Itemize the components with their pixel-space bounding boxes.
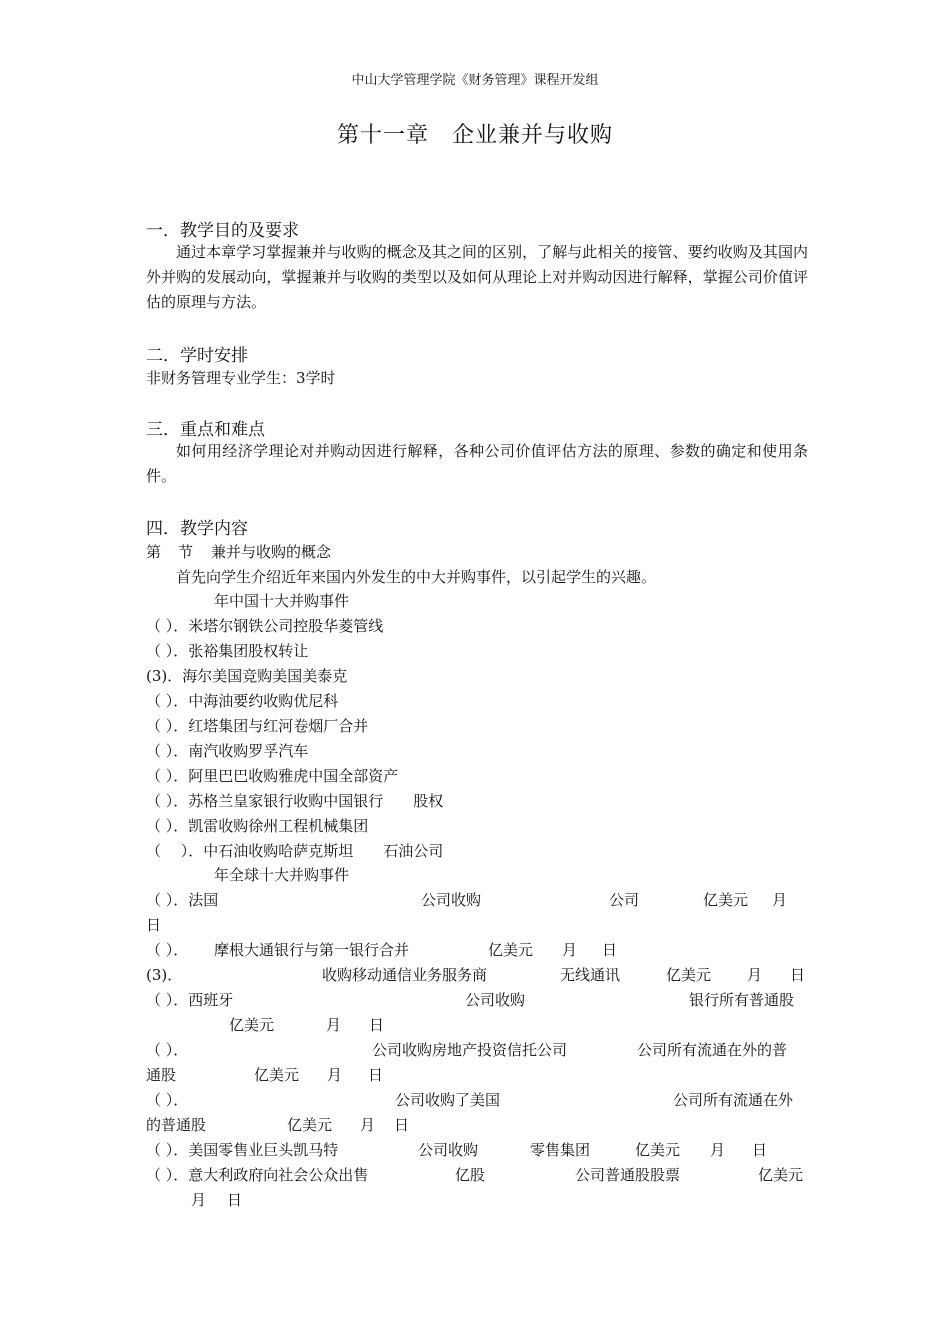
china-event: (3)．海尔美国竞购美国美泰克 bbox=[146, 667, 348, 685]
global-event-amount: 亿美元 bbox=[758, 1166, 804, 1184]
global-event-text: （ ）．法国 bbox=[146, 891, 219, 909]
key-points-paragraph: 如何用经济学理论对并购动因进行解释，各种公司价值评估方法的原理、参数的确定和使用条件。 bbox=[146, 442, 808, 485]
global-event-text: 无线通讯 bbox=[560, 966, 621, 984]
global-event-text: （ ）． bbox=[146, 941, 189, 959]
global-event-text: 公司收购 bbox=[421, 891, 482, 909]
global-event-month: 月 bbox=[326, 1016, 342, 1034]
global-event-month: 月 bbox=[562, 941, 578, 959]
global-event-text: 公司所有流通在外的普 bbox=[637, 1041, 788, 1059]
global-event-text: 摩根大通银行与第一银行合并 bbox=[214, 941, 410, 959]
section-heading-key-points: 三．重点和难点 bbox=[146, 420, 265, 440]
global-event-amount: 亿美元 bbox=[287, 1116, 333, 1134]
global-event-text: （ ）．西班牙 bbox=[146, 991, 234, 1009]
global-event-day: 日 bbox=[368, 1066, 384, 1084]
chapter-title: 第十一章 企业兼并与收购 bbox=[336, 123, 613, 148]
section-heading-content: 四．教学内容 bbox=[146, 519, 248, 539]
china-event: （ ）．南汽收购罗孚汽车 bbox=[146, 742, 309, 760]
global-event-text: 公司普通股股票 bbox=[575, 1166, 681, 1184]
global-event-day: 日 bbox=[790, 966, 806, 984]
china-event: （ ）．凯雷收购徐州工程机械集团 bbox=[146, 817, 369, 835]
objectives-paragraph: 通过本章学习掌握兼并与收购的概念及其之间的区别，了解与此相关的接管、要约收购及其国内外并购的发展动向，掌握兼并与收购的类型以及如何从理论上对并购动因进行解释，掌握公司价值评估的原理与方法。 bbox=[146, 243, 808, 311]
global-event-text: （ ）． bbox=[146, 1091, 189, 1109]
global-event-text: 亿股 bbox=[455, 1166, 486, 1184]
global-event-day: 日 bbox=[369, 1016, 385, 1034]
global-event-text: 公司收购 bbox=[465, 991, 526, 1009]
global-event-text: （ ）． bbox=[146, 1041, 189, 1059]
section-heading-objectives: 一．教学目的及要求 bbox=[146, 221, 299, 241]
china-event: （ ）．张裕集团股权转让 bbox=[146, 642, 309, 660]
china-event: （ ）．苏格兰皇家银行收购中国银行 股权 bbox=[146, 792, 444, 810]
hours-text: 非财务管理专业学生：3学时 bbox=[146, 369, 336, 387]
page-header: 中山大学管理学院《财务管理》课程开发组 bbox=[351, 73, 599, 88]
global-event-text: （ ）．意大利政府向社会公众出售 bbox=[146, 1166, 369, 1184]
section-heading-hours: 二．学时安排 bbox=[146, 346, 248, 366]
intro-text: 首先向学生介绍近年来国内外发生的中大并购事件，以引起学生的兴趣。 bbox=[176, 568, 657, 586]
global-event-text: 零售集团 bbox=[530, 1141, 591, 1159]
global-event-amount: 亿美元 bbox=[229, 1016, 275, 1034]
global-event-text: 公司收购了美国 bbox=[395, 1091, 501, 1109]
global-event-day: 日 bbox=[602, 941, 618, 959]
china-event: （ ）．红塔集团与红河卷烟厂合并 bbox=[146, 717, 369, 735]
global-event-amount: 亿美元 bbox=[254, 1066, 300, 1084]
global-event-amount: 亿美元 bbox=[666, 966, 712, 984]
global-event-amount: 亿美元 bbox=[488, 941, 534, 959]
global-event-text: 收购移动通信业务服务商 bbox=[322, 966, 488, 984]
china-events-title: 年中国十大并购事件 bbox=[214, 592, 350, 610]
global-event-text: 公司 bbox=[609, 891, 640, 909]
china-event: （ ）．米塔尔钢铁公司控股华菱管线 bbox=[146, 617, 384, 635]
global-event-day: 日 bbox=[146, 916, 162, 934]
global-event-month: 月 bbox=[772, 891, 788, 909]
global-event-text: 公司收购 bbox=[418, 1141, 479, 1159]
global-event-month: 月 bbox=[360, 1116, 376, 1134]
global-event-month: 月 bbox=[747, 966, 763, 984]
china-event: （ ）．中海油要约收购优尼科 bbox=[146, 692, 339, 710]
subsection-label-a: 第 bbox=[146, 543, 162, 561]
china-event: （ ）．阿里巴巴收购雅虎中国全部资产 bbox=[146, 767, 399, 785]
global-event-text: 公司收购房地产投资信托公司 bbox=[372, 1041, 568, 1059]
global-event-day: 日 bbox=[752, 1141, 768, 1159]
subsection-label-b: 节 bbox=[178, 543, 194, 561]
global-event-text: 通股 bbox=[146, 1066, 177, 1084]
global-event-month: 月 bbox=[191, 1191, 207, 1209]
global-event-amount: 亿美元 bbox=[703, 891, 749, 909]
global-event-day: 日 bbox=[227, 1191, 243, 1209]
global-event-day: 日 bbox=[394, 1116, 410, 1134]
china-event: （ ）．中石油收购哈萨克斯坦 石油公司 bbox=[146, 842, 444, 860]
subsection-title: 兼并与收购的概念 bbox=[211, 543, 332, 561]
global-event-amount: 亿美元 bbox=[635, 1141, 681, 1159]
global-event-month: 月 bbox=[710, 1141, 726, 1159]
global-event-text: （ ）．美国零售业巨头凯马特 bbox=[146, 1141, 339, 1159]
global-event-text: 的普通股 bbox=[146, 1116, 207, 1134]
global-event-text: (3)． bbox=[146, 966, 183, 984]
global-event-text: 公司所有流通在外 bbox=[673, 1091, 794, 1109]
global-event-text: 银行所有普通股 bbox=[689, 991, 795, 1009]
global-event-month: 月 bbox=[327, 1066, 343, 1084]
global-events-title: 年全球十大并购事件 bbox=[214, 866, 350, 884]
